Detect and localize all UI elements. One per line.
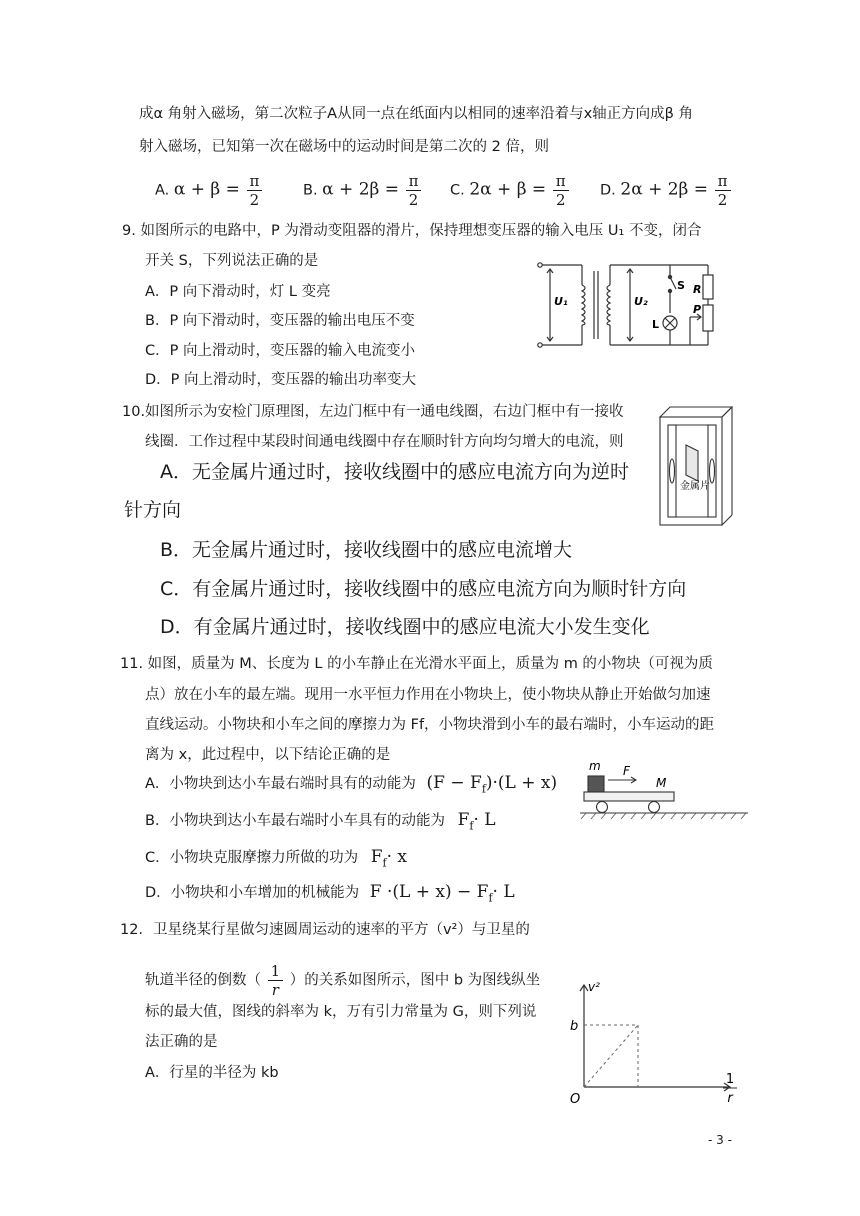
transformer-circuit-diagram [530,257,720,355]
q8-option-b [303,172,423,209]
x-axis-label-num: 1 [725,1072,735,1087]
option-expr: $(F - F_f)\cdot(L + x)$ [426,773,558,796]
text-part: ）的关系如图所示，图中 b 为图线纵坐 [289,972,541,989]
q12-line1: 12．卫星绕某行星做匀速圆周运动的速率的平方（v²）与卫星的 [120,922,530,938]
q12-line2 [145,962,540,999]
cart-block-diagram [580,758,750,828]
q8-line1: 成α 角射入磁场，第二次粒子A从同一点在纸面内以相同的速率沿着与x轴正方向成β 角 [139,106,694,122]
q11-option-b [145,810,496,836]
pi-over-2: $\frac{\pi}{2}$ [406,172,422,209]
option-label: B. [303,182,318,199]
option-expr: $F \cdot(L + x) - F_f\cdot L$ [369,882,515,905]
q10-line1: 10.如图所示为安检门原理图，左边门框中有一通电线圈，右边门框中有一接收 [122,404,624,420]
option-text: C．小物块克服摩擦力所做的功为 [145,850,359,866]
security-gate-diagram [658,403,734,529]
resistor-label: R [693,283,702,296]
pi-over-2: $\frac{\pi}{2}$ [715,172,731,209]
metal-sheet-label: 金属片 [680,481,710,492]
q11-option-a [145,773,557,799]
block-mass-label: m [589,759,601,773]
q10-line2: 线圈．工作过程中某段时间通电线圈中存在顺时针方向均匀增大的电流，则 [145,434,624,450]
u2-label: U₂ [634,295,648,308]
q8-option-d [600,172,733,209]
lamp-label: L [652,318,660,331]
v2-vs-inverse-r-graph [560,975,760,1125]
switch-label: S [677,279,685,292]
q12-line4: 法正确的是 [145,1034,218,1050]
pi-over-2: $\frac{\pi}{2}$ [553,172,569,209]
q11-line3: 直线运动。小物块和小车之间的摩擦力为 Ff，小物块滑到小车的最右端时，小车运动的距 [145,717,715,733]
b-tick-label: b [570,1019,579,1034]
option-expr: α + 2β = [322,179,399,200]
origin-label: O [570,1092,581,1107]
option-expr: 2α + β = [469,179,547,200]
q10-option-c: C．有金属片通过时，接收线圈中的感应电流方向为顺时针方向 [160,578,687,600]
q10-option-d: D．有金属片通过时，接收线圈中的感应电流大小发生变化 [160,616,650,638]
option-expr: $F_f\cdot x$ [370,847,408,870]
option-text: B．小物块到达小车最右端时小车具有的动能为 [145,813,445,829]
q9-option-b: B．P 向下滑动时，变压器的输出电压不变 [145,313,415,329]
q8-option-a [155,172,264,209]
option-label: D. [600,182,616,199]
q10-option-b: B．无金属片通过时，接收线圈中的感应电流增大 [160,539,573,561]
q11-line1: 11. 如图，质量为 M、长度为 L 的小车静止在光滑水平面上，质量为 m 的小物块（可视为质 [120,656,713,672]
option-label: A. [155,182,170,199]
slider-label: P [693,303,702,316]
x-axis-label-den: r [727,1091,733,1106]
q8-line2: 射入磁场，已知第一次在磁场中的运动时间是第二次的 2 倍，则 [139,139,549,155]
pi-over-2: $\frac{\pi}{2}$ [247,172,263,209]
u1-label: U₁ [554,295,568,308]
q12-option-a: A．行星的半径为 kb [145,1065,279,1081]
force-label: F [623,764,630,778]
text-part: 轨道半径的倒数（ [145,972,261,989]
q8-option-c [450,172,571,209]
q9-line1: 9. 如图所示的电路中，P 为滑动变阻器的滑片，保持理想变压器的输入电压 U₁ 不变，闭合 [122,223,702,239]
q11-line4: 离为 x，此过程中，以下结论正确的是 [145,747,391,763]
q11-option-c [145,847,407,873]
option-expr: $F_f\cdot L$ [457,810,496,833]
q10-option-a: A．无金属片通过时，接收线圈中的感应电流方向为逆时 [160,461,629,483]
q9-line2: 开关 S，下列说法正确的是 [145,253,319,269]
q9-option-a: A．P 向下滑动时，灯 L 变亮 [145,284,331,300]
q9-option-d: D．P 向上滑动时，变压器的输出功率变大 [145,372,417,388]
q11-option-d [145,882,515,908]
option-expr: α + β = [173,179,240,200]
option-label: C. [450,182,465,199]
cart-mass-label: M [656,776,667,790]
page-number: - 3 - [708,1133,732,1147]
option-text: A．小物块到达小车最右端时具有的动能为 [145,776,416,792]
y-axis-label: v² [588,980,600,994]
q10-option-a-cont: 针方向 [124,499,182,521]
q9-option-c: C．P 向上滑动时，变压器的输入电流变小 [145,343,415,359]
one-over-r: $\frac{1}{r}$ [268,962,284,999]
option-expr: 2α + 2β = [620,179,709,200]
q11-line2: 点）放在小车的最左端。现用一水平恒力作用在小物块上，使小物块从静止开始做匀加速 [145,687,711,703]
option-text: D．小物块和小车增加的机械能为 [145,885,360,901]
q12-line3: 标的最大值，图线的斜率为 k，万有引力常量为 G，则下列说 [145,1004,537,1020]
